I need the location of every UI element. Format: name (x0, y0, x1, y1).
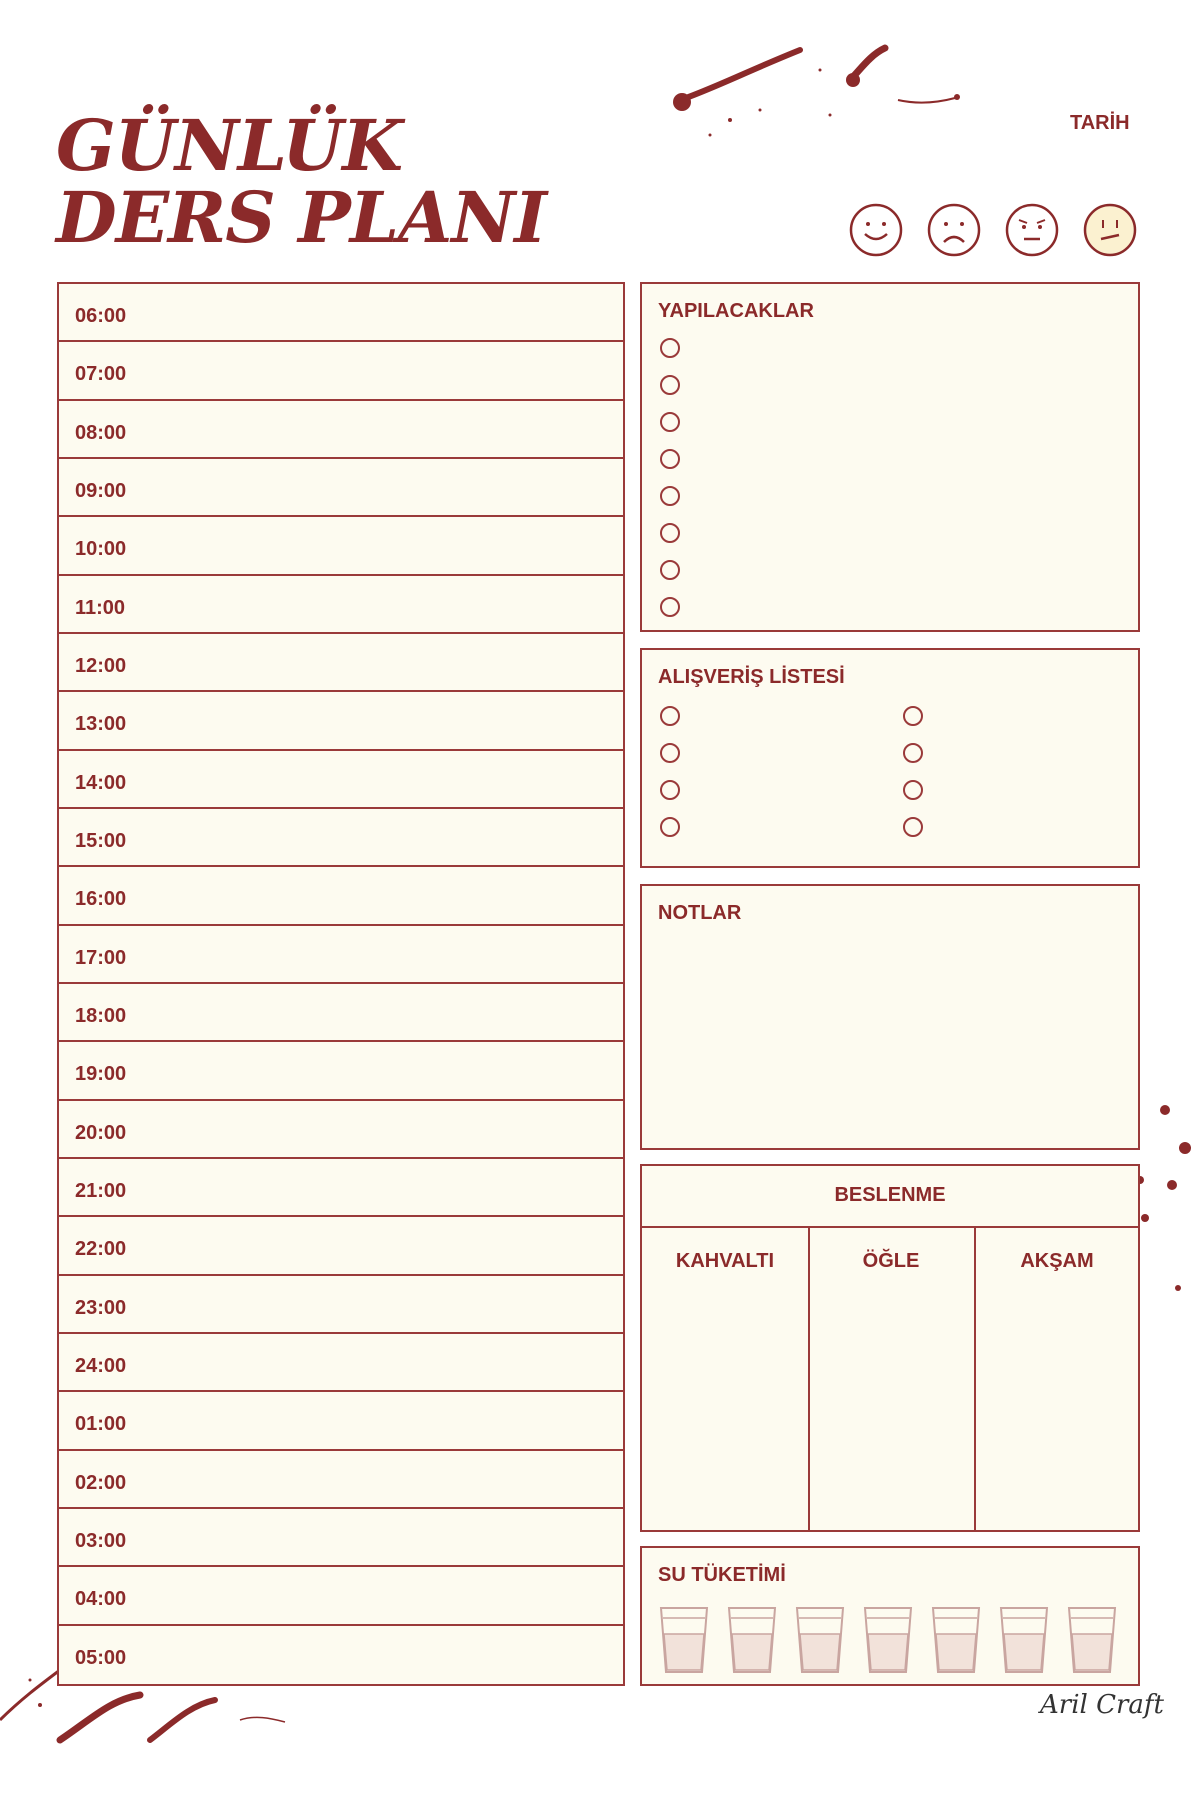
nutrition-panel (640, 1164, 1140, 1532)
time-slot[interactable] (59, 1626, 623, 1684)
water-intake-title: SU TÜKETİMİ (658, 1564, 786, 1586)
time-slot[interactable] (59, 1159, 623, 1217)
time-slot-label: 11:00 (75, 596, 126, 619)
time-slot[interactable] (59, 1509, 623, 1567)
mood-selector (848, 202, 1140, 262)
signature: Aril Craft (1040, 1690, 1164, 1720)
time-slot[interactable] (59, 401, 623, 459)
time-slot[interactable] (59, 692, 623, 750)
meal-label: ÖĞLE (862, 1250, 920, 1272)
time-slot[interactable] (59, 342, 623, 400)
time-slot[interactable] (59, 984, 623, 1042)
time-slot-label: 02:00 (75, 1471, 127, 1494)
meal-column-breakfast[interactable] (642, 1226, 810, 1530)
meal-column-dinner[interactable] (976, 1226, 1138, 1530)
time-slot-label: 21:00 (75, 1180, 127, 1203)
shopping-checkbox[interactable] (660, 706, 680, 726)
time-slot-label: 22:00 (75, 1238, 127, 1261)
shopping-checkbox[interactable] (660, 743, 680, 763)
time-slot[interactable] (59, 459, 623, 517)
todo-checkbox[interactable] (660, 560, 680, 580)
time-slot-label: 18:00 (75, 1005, 127, 1028)
meal-column-lunch[interactable] (808, 1226, 976, 1530)
todo-checkbox[interactable] (660, 523, 680, 543)
todo-checkbox[interactable] (660, 449, 680, 469)
time-slot[interactable] (59, 1101, 623, 1159)
neutral-face-icon[interactable] (1082, 202, 1138, 258)
time-slot-label: 06:00 (75, 305, 127, 328)
time-slot-label: 16:00 (75, 888, 127, 911)
notes-title: NOTLAR (658, 902, 742, 924)
shopping-checkbox[interactable] (903, 780, 923, 800)
title-line-1: GÜNLÜK (56, 104, 403, 187)
time-slot[interactable] (59, 926, 623, 984)
time-slot[interactable] (59, 867, 623, 925)
meal-label: KAHVALTI (675, 1250, 775, 1272)
water-glass-icon[interactable] (998, 1604, 1050, 1676)
water-glass-icon[interactable] (1066, 1604, 1118, 1676)
time-slot-label: 20:00 (75, 1121, 127, 1144)
time-slot-label: 13:00 (75, 713, 127, 736)
time-slot-label: 10:00 (75, 538, 127, 561)
todo-panel (640, 282, 1140, 632)
nutrition-title: BESLENME (834, 1184, 946, 1206)
happy-face-icon[interactable] (848, 202, 904, 258)
time-slot-label: 14:00 (75, 771, 127, 794)
shopping-checkbox[interactable] (660, 780, 680, 800)
shopping-checkbox[interactable] (903, 706, 923, 726)
shopping-checkbox[interactable] (660, 817, 680, 837)
time-slot-label: 05:00 (75, 1646, 127, 1669)
time-slot-label: 04:00 (75, 1588, 127, 1611)
time-slot[interactable] (59, 1217, 623, 1275)
shopping-list-title: ALIŞVERİŞ LİSTESİ (658, 666, 845, 688)
sad-face-icon[interactable] (926, 202, 982, 258)
todo-checkbox[interactable] (660, 486, 680, 506)
shopping-list-panel (640, 648, 1140, 868)
todo-checkbox[interactable] (660, 412, 680, 432)
water-glass-icon[interactable] (862, 1604, 914, 1676)
water-intake-panel (640, 1546, 1140, 1686)
water-glass-icon[interactable] (726, 1604, 778, 1676)
todo-checkbox[interactable] (660, 597, 680, 617)
time-slot[interactable] (59, 1042, 623, 1100)
shopping-checkbox[interactable] (903, 817, 923, 837)
time-slot[interactable] (59, 1567, 623, 1625)
time-slot-label: 07:00 (75, 363, 127, 386)
water-glass-icon[interactable] (658, 1604, 710, 1676)
time-slot-label: 09:00 (75, 480, 127, 503)
page-title (56, 104, 547, 259)
time-slot[interactable] (59, 1334, 623, 1392)
time-slot[interactable] (59, 517, 623, 575)
water-glass-icon[interactable] (794, 1604, 846, 1676)
time-slot[interactable] (59, 1392, 623, 1450)
title-line-2: DERS PLANI (56, 176, 547, 259)
time-slot-label: 12:00 (75, 655, 127, 678)
time-slot[interactable] (59, 284, 623, 342)
notes-panel[interactable] (640, 884, 1140, 1150)
todo-checkbox[interactable] (660, 375, 680, 395)
todo-checkbox[interactable] (660, 338, 680, 358)
shopping-checkbox[interactable] (903, 743, 923, 763)
meal-label: AKŞAM (1020, 1250, 1094, 1272)
paint-splatter-top (670, 40, 970, 160)
time-slot[interactable] (59, 751, 623, 809)
time-slot-label: 23:00 (75, 1296, 127, 1319)
time-slot-label: 17:00 (75, 946, 127, 969)
time-slot[interactable] (59, 809, 623, 867)
time-slot[interactable] (59, 1451, 623, 1509)
time-slot-label: 03:00 (75, 1530, 127, 1553)
time-slot[interactable] (59, 634, 623, 692)
time-slot-label: 24:00 (75, 1355, 127, 1378)
date-label: TARİH (1070, 112, 1130, 134)
nutrition-header (642, 1166, 1138, 1228)
time-slot-label: 01:00 (75, 1413, 127, 1436)
hourly-schedule (57, 282, 625, 1686)
water-glass-icon[interactable] (930, 1604, 982, 1676)
time-slot-label: 15:00 (75, 830, 127, 853)
time-slot-label: 08:00 (75, 421, 127, 444)
angry-face-icon[interactable] (1004, 202, 1060, 258)
time-slot[interactable] (59, 576, 623, 634)
todo-title: YAPILACAKLAR (658, 300, 814, 322)
time-slot[interactable] (59, 1276, 623, 1334)
time-slot-label: 19:00 (75, 1063, 127, 1086)
